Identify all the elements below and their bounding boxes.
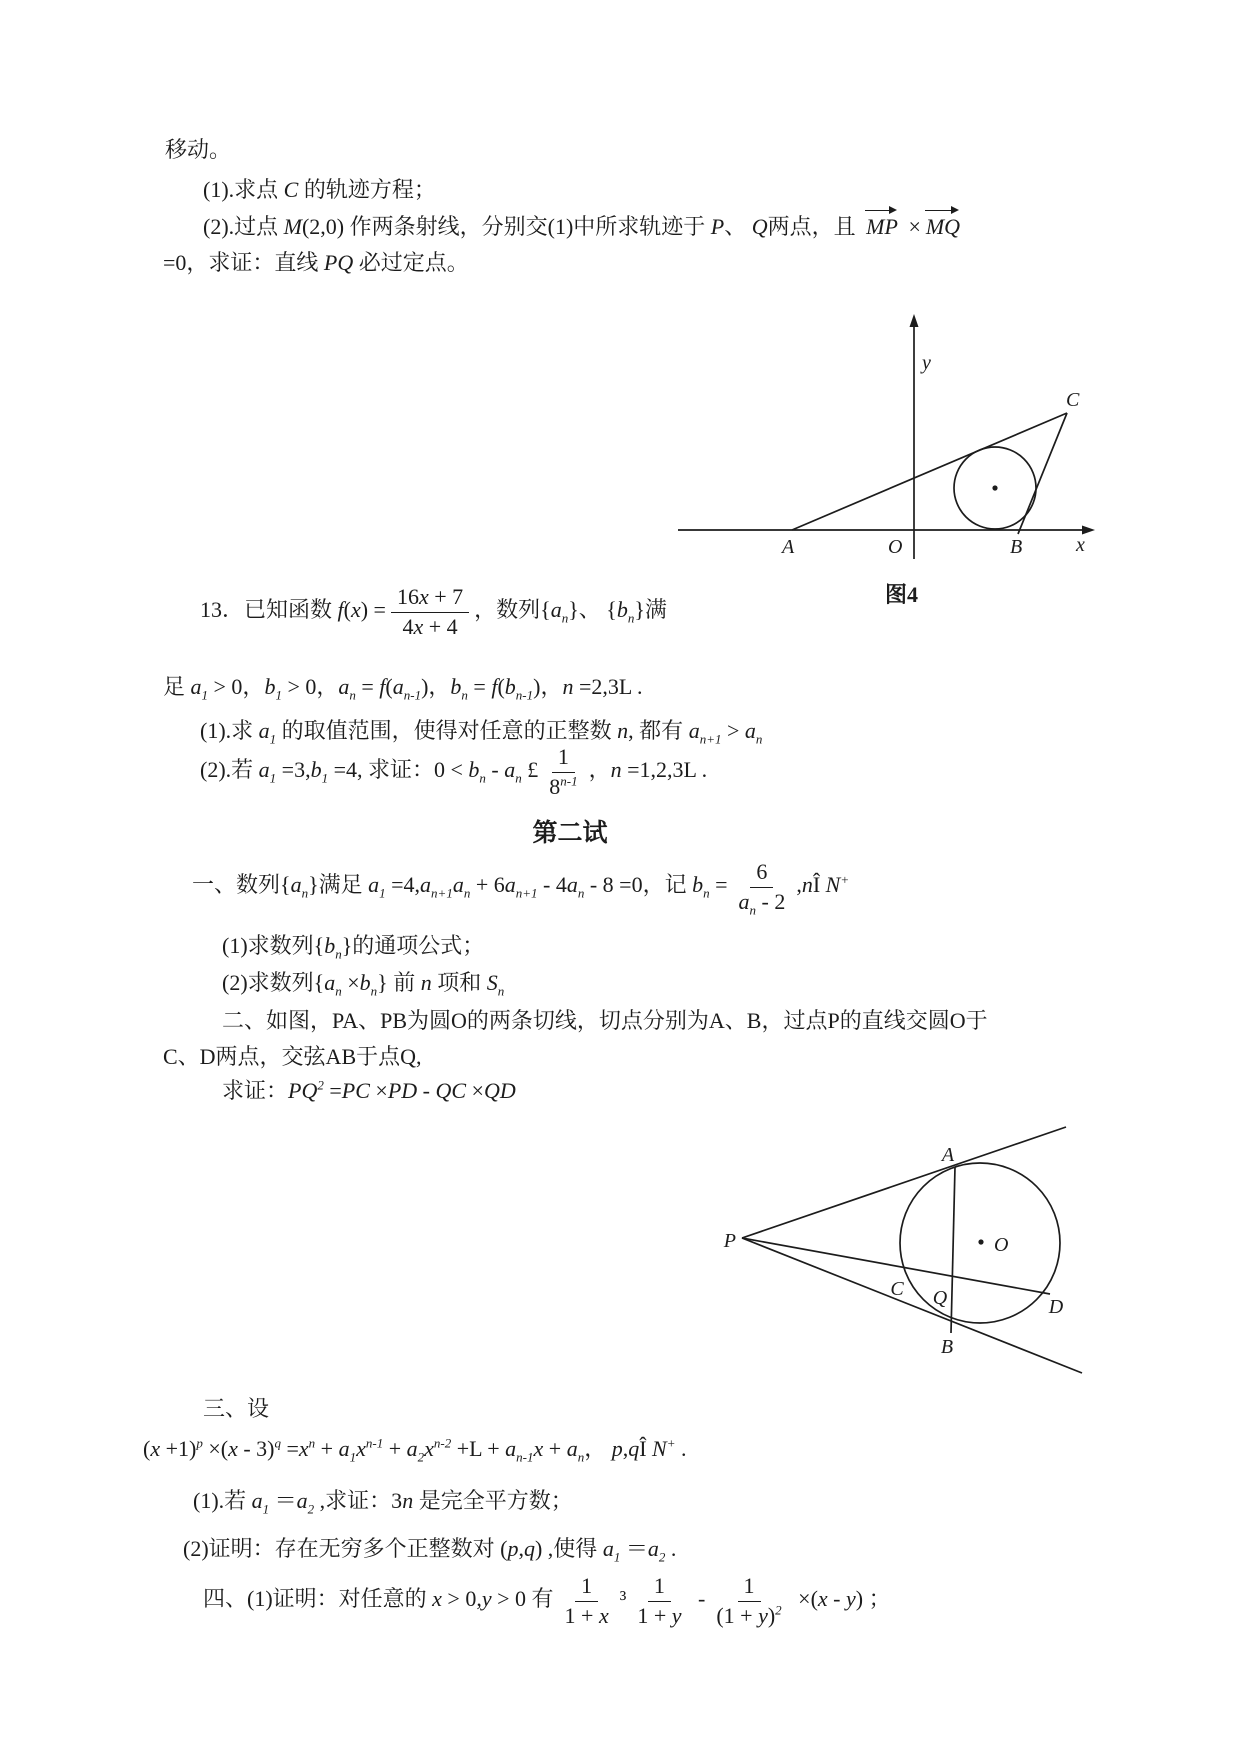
- problem13-cond: 足 $a_1 > 0$，$b_1 > 0$，$a_n = f(a_{n-1})$，$b_n = f(b_{n-1})$，n =2,3L .: [163, 674, 643, 703]
- line-moving: 移动。: [165, 137, 232, 162]
- triangle-side-ac: [792, 413, 1067, 530]
- chord-ab: [951, 1167, 955, 1333]
- problem12-part2b: =0，求证：直线 PQ 必过定点。: [163, 250, 469, 275]
- problem12-part1: (1).求点 C 的轨迹方程；: [203, 177, 436, 202]
- label-point-c: C: [1066, 389, 1080, 411]
- question3-head: 三、设: [203, 1396, 270, 1421]
- label-point-c: C: [890, 1278, 904, 1300]
- label-point-b: B: [940, 1336, 954, 1358]
- circle-o-center-dot: [978, 1239, 983, 1244]
- label-point-p: P: [723, 1230, 736, 1252]
- problem13-head: 13．已知函数 f(x) = $\frac{16x + 7}{4x + 4}$ ，数列$\{a_n\}$、 $\{b_n\}$满: [200, 584, 667, 639]
- label-point-d: D: [1048, 1296, 1064, 1318]
- question1-part1: (1)求数列$\{b_n\}$的通项公式；: [222, 933, 485, 962]
- circle-center-dot: [992, 485, 997, 490]
- label-point-q: Q: [932, 1287, 948, 1309]
- question2-prove: 求证：$PQ^2 =PC \times PD$ - QC ×QD: [222, 1077, 516, 1103]
- question3-equation: $(x +1)^p \times(x - 3)^q =x^n + a_1x^{n-1} + a_2x^{n-2} +L + a_{n-1}x + a_n$， p,qÎ N+ .: [143, 1435, 687, 1465]
- figure-4-caption: 图4: [885, 582, 919, 607]
- label-origin: O: [888, 536, 903, 558]
- label-point-o: O: [994, 1234, 1009, 1256]
- question4-line: 四、(1)证明：对任意的 x > 0,y > 0 有 $\frac{1}{1 + x}$ ³ $\frac{1}{1 + y}$ - $\frac{1}{(1 + y)^2}$ ×(x - y) ；: [203, 1573, 891, 1628]
- round2-heading: 第二试: [532, 820, 608, 847]
- question3-part1: (1).若 $a_1 =a_2$ ,求证：3n 是完全平方数；: [193, 1488, 573, 1517]
- question2-line1: 二、如图，PA、PB为圆O的两条切线，切点分别为A、B，过点P的直线交圆O于: [222, 1008, 988, 1033]
- problem13-part1: (1).求 $a_1$ 的取值范围，使得对任意的正整数 n, 都有 $a_{n+1} > a_n$: [200, 718, 763, 747]
- figure-4-diagram: [660, 300, 1110, 570]
- label-x-axis: x: [1076, 534, 1085, 556]
- question2-line2: C、D两点，交弦AB于点Q,: [163, 1044, 422, 1069]
- problem12-part2a: (2).过点 M(2,0) 作两条射线，分别交(1)中所求轨迹于 P、 Q两点，且 MP × MQ: [203, 214, 961, 239]
- question3-part2: (2)证明：存在无穷多个正整数对 (p,q) ,使得 $a_1 =a_2$ .: [183, 1536, 677, 1565]
- label-point-a: A: [941, 1144, 955, 1166]
- y-axis-arrow-icon: [910, 314, 919, 327]
- question1-part2: (2)求数列$\{a_n \times b_n\}$ 前 n 项和 $S_n$: [222, 970, 505, 999]
- label-y-axis: y: [922, 352, 931, 374]
- label-point-a: A: [782, 536, 795, 558]
- tangent-pa: [742, 1127, 1066, 1238]
- problem13-part2: (2).若 $a_1 =3,b_1 =4$, 求证：$0 < b_n - a_n$ £ $\frac{1}{8^{n-1}}$ ，n =1,2,3L .: [200, 744, 708, 799]
- tangent-circle-diagram: [700, 1105, 1100, 1390]
- question1-head: 一、数列$\{a_n\}$满足 $a_1 =4,a_{n+1}a_n + 6a_{n+1} - 4a_n - 8 =0$，记 $b_n$ = $\frac{6}{a_n - 2}$ ,nÎ N+: [192, 859, 850, 917]
- label-point-b: B: [1010, 536, 1023, 558]
